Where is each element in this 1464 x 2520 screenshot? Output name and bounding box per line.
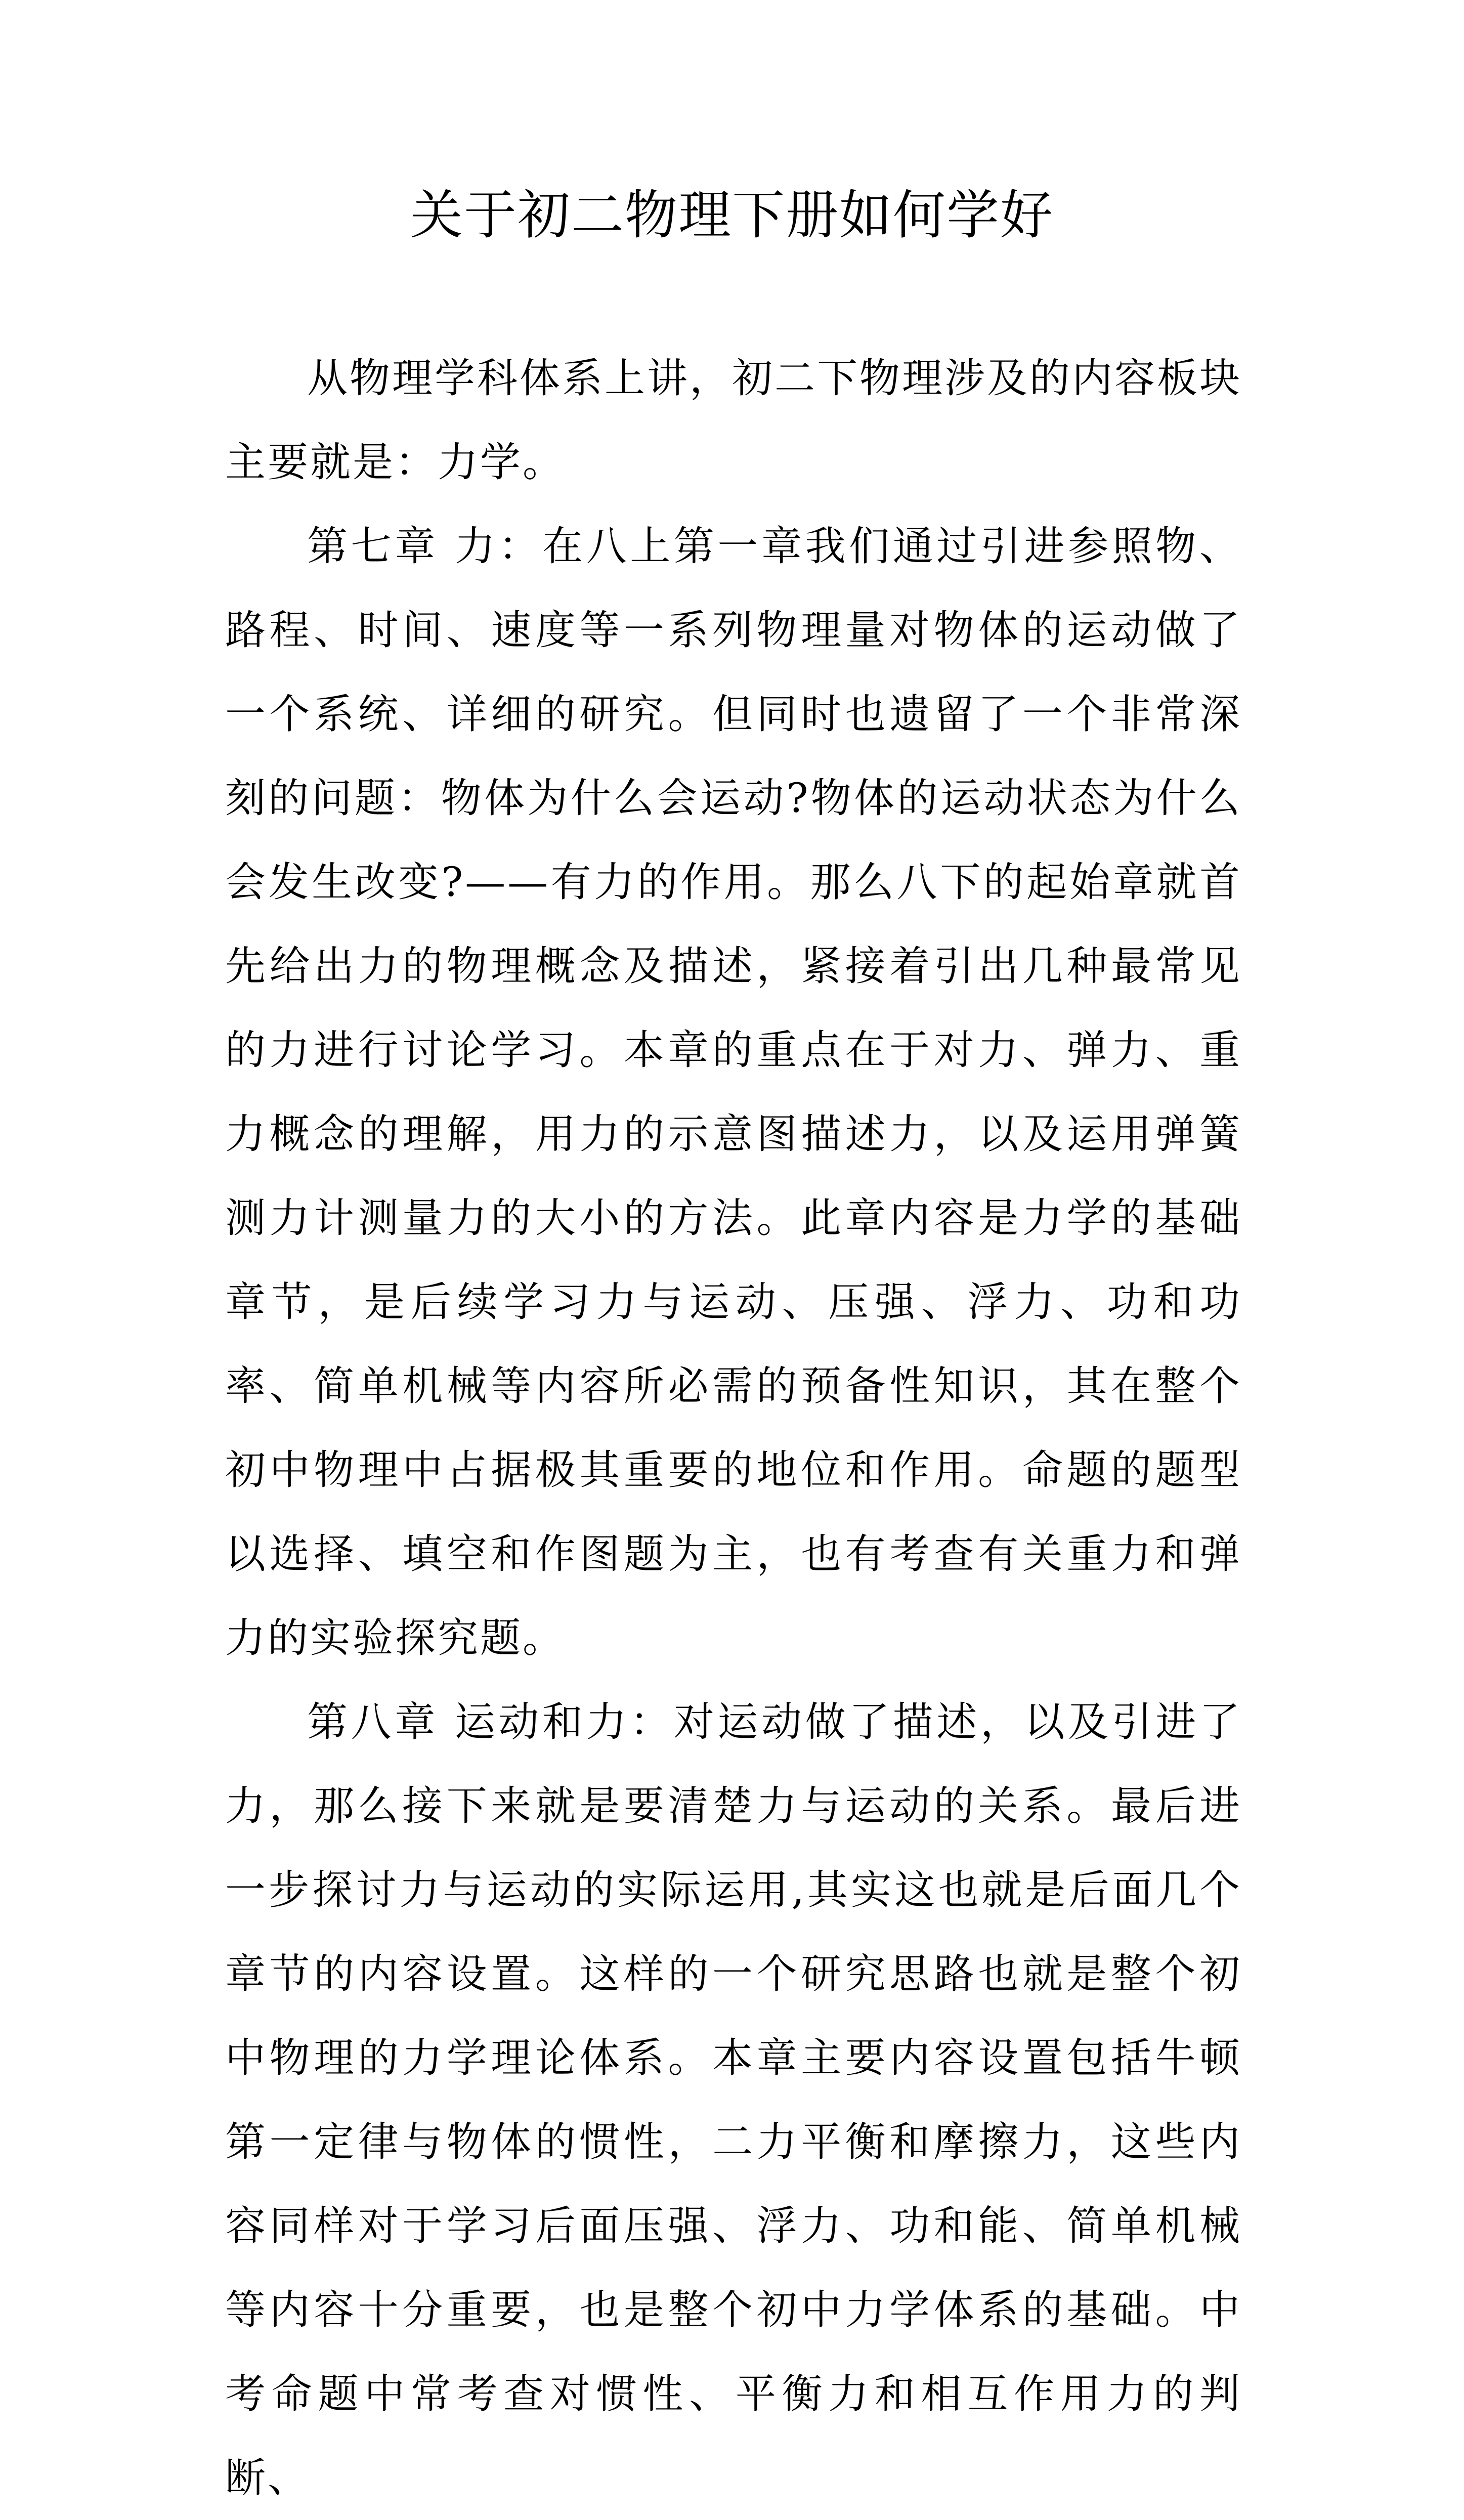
document-title: 关于初二物理下册如何学好 xyxy=(410,184,1054,246)
paragraph: 第七章 力：在八上第一章我们通过引进参照物、路程、时间、速度等一系列物理量对物体的运动做了一个系统、详细的研究。但同时也遗留了一个非常深刻的问题：物体为什么会运动?物体的运动状态为什么会发生改变?——有力的作用。那么八下的起始章就首先给出力的物理概念及描述，紧接着引出几种最常见的力进行讨论学习。本章的重点在于对力、弹力、重力概念的理解，用力的示意图描述力，以及运用弹簧测力计测量力的大小的方法。此章内容是力学的基础章节，是后续学习力与运动、压强、浮力、功和功率、简单机械等内容所必需的预备性知识，其在整个初中物理中占据极其重要的地位和作用。命题的题型以选择、填空和作图题为主，也有考查有关重力和弹力的实验探究题。 xyxy=(225,523,1242,1661)
paragraph: 从物理学科体系上讲，初二下物理涉及的内容板块主要就是：力学。 xyxy=(225,355,1242,486)
document-body xyxy=(225,336,1242,2520)
paragraph: 第八章 运动和力：对运动做了描述，以及引进了力，那么接下来就是要清楚力与运动的关系。最后进一步探讨力与运动的实际运用,其实这也就是后面几个章节的内容设置。这样的一个研究思路也就是整个初中物理的力学理论体系。本章主要内容设置包括牛顿第一定律与物体的惯性，二力平衡和摩擦力，这些内容同样对于学习后面压强、浮力、功和能、简单机械等内容十分重要，也是整个初中力学体系的基础。中考命题中常考查对惯性、平衡力和相互作用力的判断、 xyxy=(225,1698,1242,2501)
